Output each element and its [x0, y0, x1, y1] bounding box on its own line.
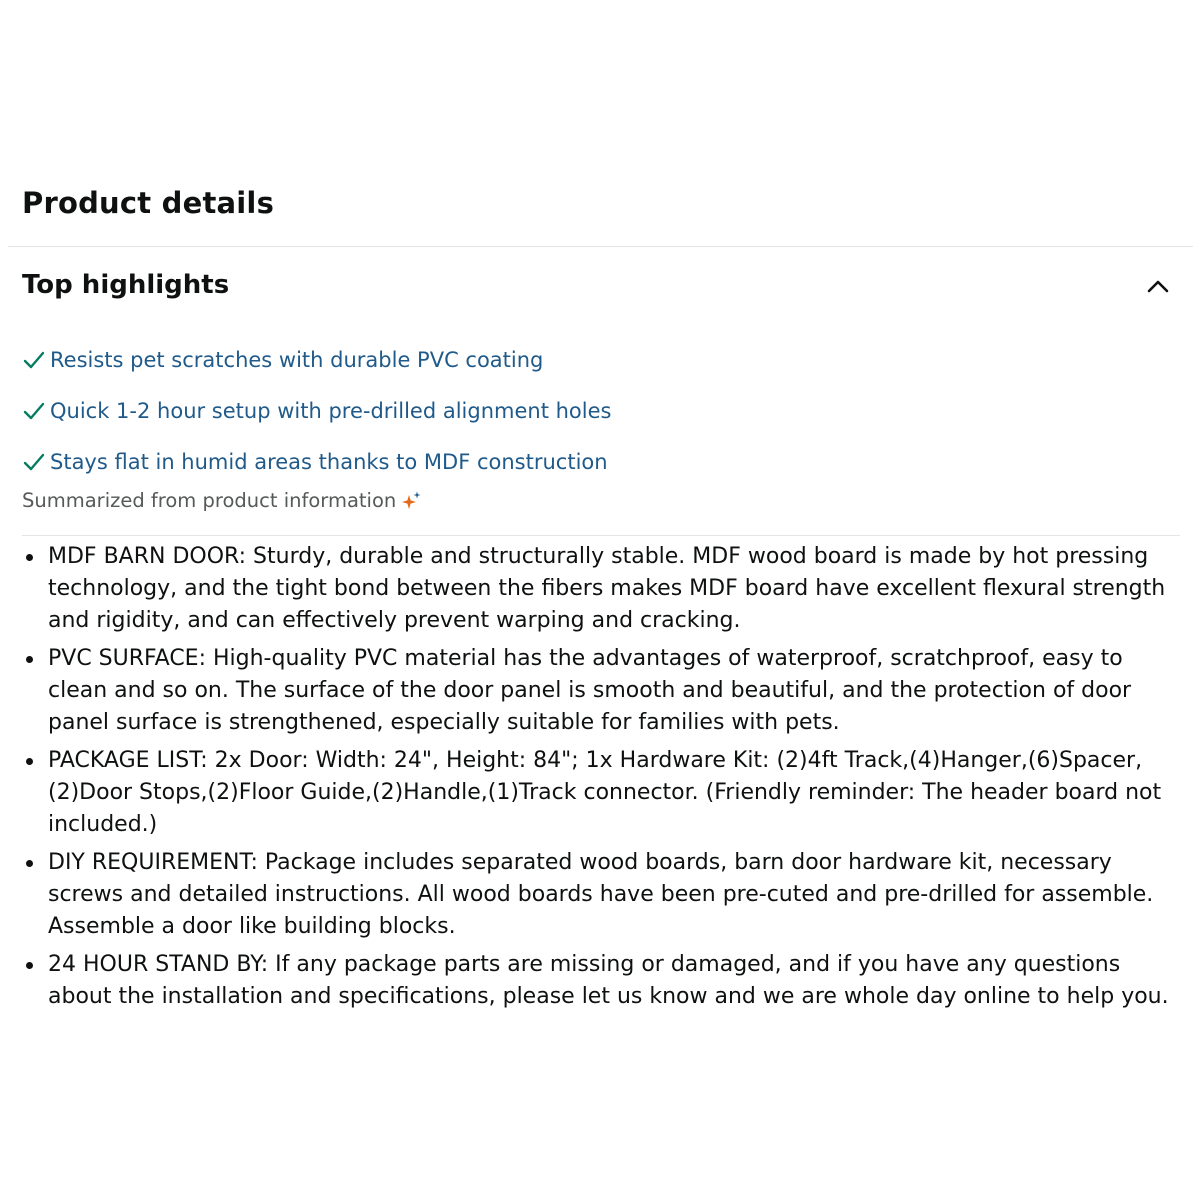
section-divider	[8, 246, 1193, 247]
chevron-up-icon[interactable]	[1144, 272, 1172, 300]
checkmark-icon	[22, 450, 46, 474]
feature-bullets	[48, 541, 1183, 1019]
highlight-text: Resists pet scratches with durable PVC coating	[50, 347, 544, 372]
top-highlights-title: Top highlights	[22, 270, 230, 300]
highlight-item	[22, 334, 611, 385]
feature-bullet: DIY REQUIREMENT: Package includes separated wood boards, barn door hardware kit, necessary screws and detailed instructions. All wood boards have been pre-cuted and pre-drilled for assemble. Assemble a door like building blocks.	[48, 847, 1183, 943]
highlight-item	[22, 385, 611, 436]
top-highlights-header[interactable]	[22, 270, 1172, 310]
feature-bullet: MDF BARN DOOR: Sturdy, durable and structurally stable. MDF wood board is made by hot pressing technology, and the tight bond between the fibers makes MDF board have excellent flexural strength and rigidity, and can effectively prevent warping and cracking.	[48, 541, 1183, 637]
highlight-text: Stays flat in humid areas thanks to MDF construction	[50, 449, 608, 474]
highlight-item	[22, 436, 611, 487]
checkmark-icon	[22, 399, 46, 423]
checkmark-icon	[22, 348, 46, 372]
summary-note	[22, 489, 422, 512]
feature-bullet: 24 HOUR STAND BY: If any package parts are missing or damaged, and if you have any questions about the installation and specifications, please let us know and we are whole day online to help you.	[48, 949, 1183, 1013]
product-details-title: Product details	[22, 186, 275, 220]
highlights-divider	[22, 535, 1180, 536]
highlights-list	[22, 334, 611, 487]
feature-bullet: PVC SURFACE: High-quality PVC material has the advantages of waterproof, scratchproof, easy to clean and so on. The surface of the door panel is smooth and beautiful, and the protection of door panel surface is strengthened, especially suitable for families with pets.	[48, 643, 1183, 739]
feature-bullet: PACKAGE LIST: 2x Door: Width: 24", Height: 84"; 1x Hardware Kit: (2)4ft Track,(4)Hanger,(6)Spacer,(2)Door Stops,(2)Floor Guide,(2)Handle,(1)Track connector. (Friendly reminder: The header board not included.)	[48, 745, 1183, 841]
sparkle-icon	[400, 490, 422, 512]
summary-text: Summarized from product information	[22, 489, 397, 512]
highlight-text: Quick 1-2 hour setup with pre-drilled alignment holes	[50, 398, 612, 423]
